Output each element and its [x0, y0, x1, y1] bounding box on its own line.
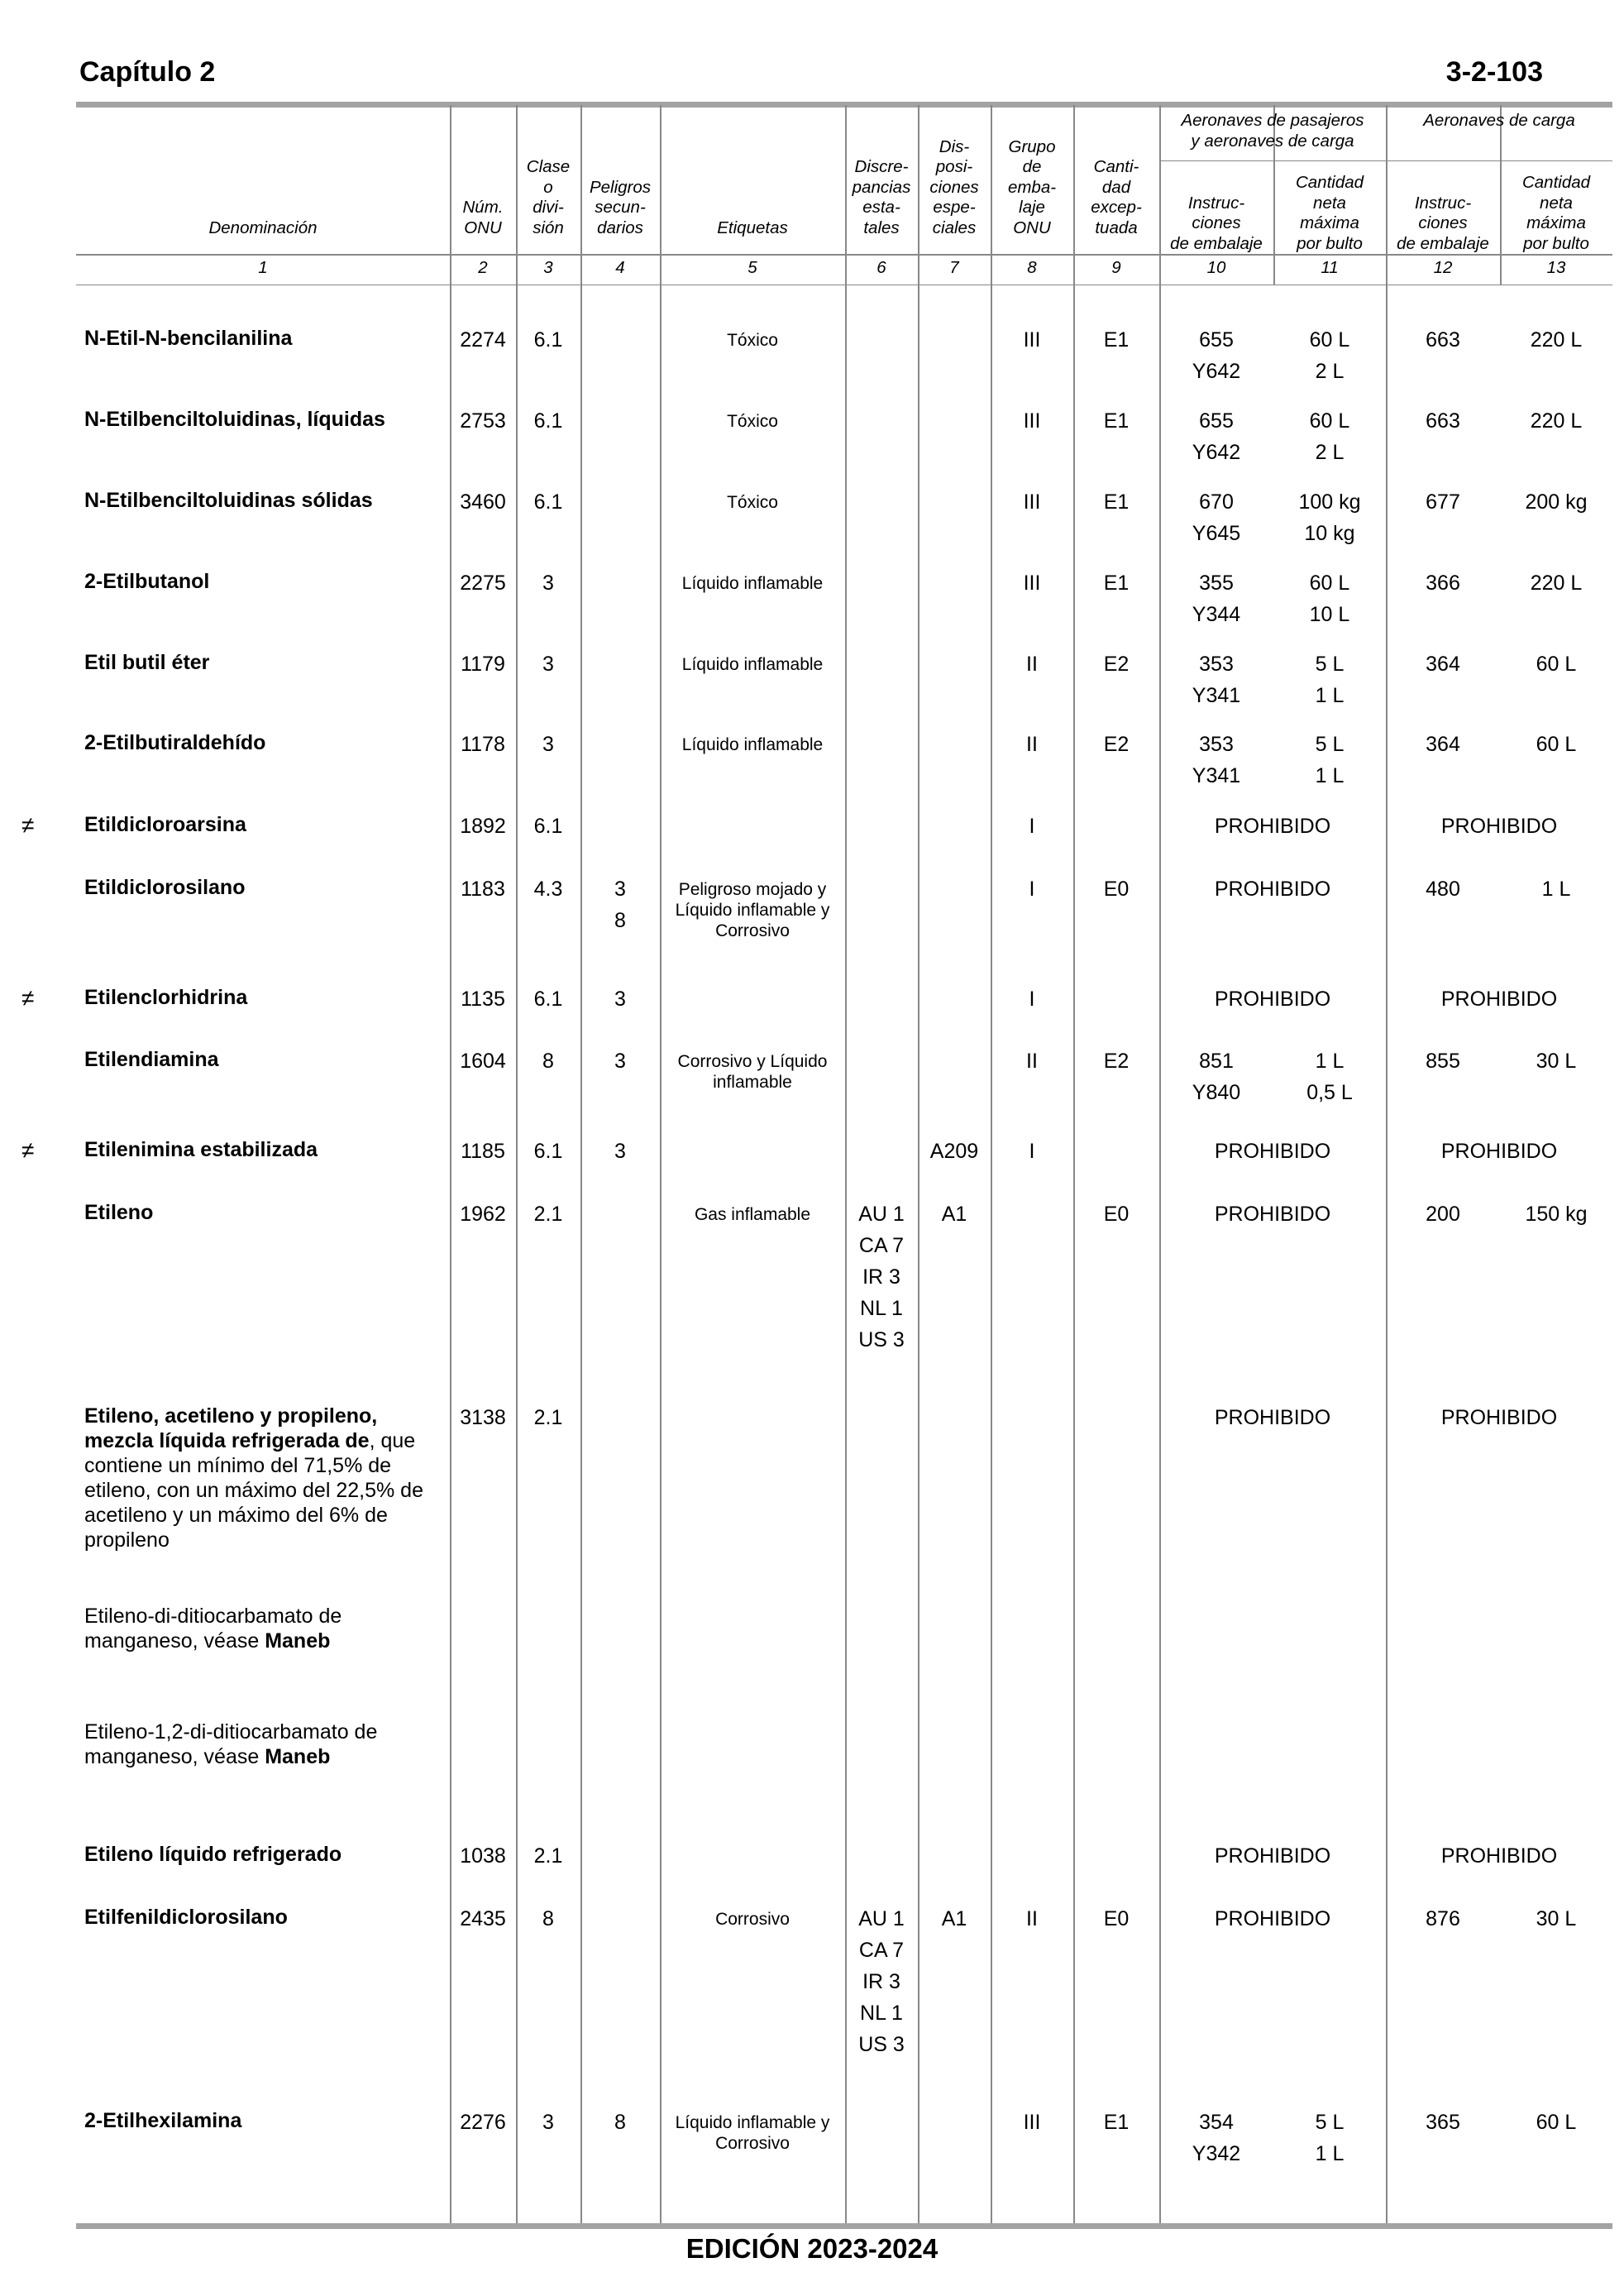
col-qty-pax: Cantidad neta máxima por bulto — [1295, 173, 1364, 253]
substance-name: 2-Etilbutiraldehído — [84, 731, 266, 754]
cargo-max-quantity: 30 L — [1536, 1050, 1577, 1073]
substance-name: Etildiclorosilano — [84, 876, 246, 899]
col-pasajeros: Aeronaves de pasajeros y aeronaves de carga — [1181, 111, 1364, 151]
state-variation: IR 3 — [862, 1265, 900, 1289]
cargo-packing-instruction: 200 — [1426, 1203, 1460, 1226]
column-number: 11 — [1321, 258, 1339, 277]
un-number: 3460 — [460, 490, 506, 514]
packing-group: III — [1023, 490, 1041, 514]
pax-packing-instruction: Y642 — [1192, 360, 1241, 383]
cargo-max-quantity: 60 L — [1536, 2111, 1577, 2134]
state-variation: US 3 — [858, 2033, 905, 2056]
cargo-max-quantity: 60 L — [1536, 653, 1577, 676]
packing-group: II — [1026, 1907, 1038, 1930]
un-number: 2276 — [460, 2111, 506, 2134]
excepted-quantity: E2 — [1103, 733, 1130, 756]
header-rule — [76, 254, 1612, 256]
cargo-max-quantity: 150 kg — [1525, 1203, 1588, 1226]
substance-name: 2-Etilhexilamina — [84, 2109, 242, 2132]
hazard-label: Corrosivo y Líquido inflamable — [677, 1052, 828, 1092]
pax-max-quantity: 60 L — [1309, 572, 1350, 595]
pax-forbidden: PROHIBIDO — [1214, 815, 1331, 838]
cargo-max-quantity: 30 L — [1536, 1907, 1577, 1930]
column-number: 8 — [1027, 258, 1037, 277]
subsidiary-hazard: 3 — [614, 988, 626, 1011]
column-number: 13 — [1546, 258, 1566, 277]
pax-packing-instruction: Y840 — [1192, 1081, 1241, 1104]
pax-packing-instruction: Y341 — [1192, 684, 1241, 707]
cargo-packing-instruction: 663 — [1426, 409, 1460, 433]
cargo-packing-instruction: 663 — [1426, 328, 1460, 352]
excepted-quantity: E2 — [1103, 653, 1130, 676]
pax-forbidden: PROHIBIDO — [1214, 1406, 1331, 1429]
excepted-quantity: E1 — [1103, 490, 1130, 514]
substance-name: Etileno, acetileno y propileno, mezcla líquida refrigerada de, que contiene un mínimo del 71,5% de etileno, con un máximo del 22,5% de acetileno y un máximo del 6% de propileno — [84, 1404, 423, 1552]
special-provision: A209 — [929, 1140, 979, 1163]
substance-name: N-Etilbenciltoluidinas, líquidas — [84, 408, 385, 431]
class-division: 4.3 — [533, 878, 563, 901]
class-division: 2.1 — [533, 1203, 563, 1226]
pax-max-quantity: 5 L — [1315, 653, 1345, 676]
pax-packing-instruction: Y342 — [1192, 2142, 1241, 2165]
pax-packing-instruction: Y344 — [1192, 603, 1241, 626]
packing-group: II — [1026, 653, 1038, 676]
un-number: 2435 — [460, 1907, 506, 1930]
substance-name: Etilenclorhidrina — [84, 986, 248, 1009]
pax-packing-instruction: 670 — [1199, 490, 1234, 514]
state-variation: NL 1 — [860, 1297, 903, 1320]
excepted-quantity: E0 — [1103, 1203, 1130, 1226]
hazard-label: Líquido inflamable y Corrosivo — [675, 2113, 830, 2153]
cargo-forbidden: PROHIBIDO — [1440, 815, 1558, 838]
col-carga: Aeronaves de carga — [1423, 110, 1575, 130]
un-number: 2274 — [460, 328, 506, 352]
packing-group: I — [1029, 815, 1035, 838]
un-number: 1183 — [461, 878, 505, 901]
substance-name: Etilenimina estabilizada — [84, 1138, 318, 1161]
column-number: 3 — [543, 258, 553, 277]
state-variation: IR 3 — [862, 1970, 900, 1993]
state-variation: AU 1 — [858, 1203, 905, 1226]
class-division: 6.1 — [533, 490, 563, 514]
substance-name: Etileno — [84, 1201, 154, 1224]
packing-group: III — [1023, 572, 1041, 595]
excepted-quantity: E1 — [1103, 2111, 1130, 2134]
cargo-packing-instruction: 366 — [1426, 572, 1460, 595]
un-number: 3138 — [460, 1406, 506, 1429]
hazard-label: Gas inflamable — [694, 1205, 811, 1224]
pax-packing-instruction: 353 — [1199, 653, 1234, 676]
cargo-max-quantity: 60 L — [1536, 733, 1577, 756]
substance-name: Etildicloroarsina — [84, 813, 246, 836]
packing-group: II — [1026, 1050, 1038, 1073]
pax-max-quantity: 10 L — [1309, 603, 1350, 626]
class-division: 6.1 — [533, 409, 563, 433]
excepted-quantity: E1 — [1103, 409, 1130, 433]
pax-max-quantity: 60 L — [1309, 328, 1350, 352]
hazard-mark: ≠ — [21, 985, 35, 1011]
subsidiary-hazard: 3 — [614, 1140, 626, 1163]
pax-packing-instruction: Y341 — [1192, 764, 1241, 787]
substance-name: Etileno-di-ditiocarbamato de manganeso, véase Maneb — [84, 1605, 342, 1653]
col-num-onu: Núm. ONU — [462, 198, 504, 237]
col-cantidad: Canti- dad excep- tuada — [1091, 157, 1142, 237]
un-number: 1038 — [460, 1844, 506, 1868]
cargo-forbidden: PROHIBIDO — [1440, 1844, 1558, 1868]
class-division: 6.1 — [533, 1140, 563, 1163]
hazard-label: Líquido inflamable — [681, 655, 824, 674]
pax-packing-instruction: 851 — [1199, 1050, 1234, 1073]
un-number: 1179 — [461, 653, 505, 676]
col-disposiciones: Dis- posi- ciones espe- ciales — [929, 136, 979, 237]
subsidiary-hazard: 3 — [614, 878, 626, 901]
un-number: 1892 — [460, 815, 506, 838]
pax-forbidden: PROHIBIDO — [1214, 1844, 1331, 1868]
col-qty-carga: Cantidad neta máxima por bulto — [1521, 173, 1591, 253]
un-number: 2753 — [460, 409, 506, 433]
subsidiary-hazard: 8 — [614, 909, 626, 932]
column-number: 5 — [748, 258, 757, 277]
hazard-label: Tóxico — [727, 412, 778, 431]
subsidiary-hazard: 8 — [614, 2111, 626, 2134]
col-etiquetas: Etiquetas — [717, 218, 788, 237]
col-grupo: Grupo de emba- laje ONU — [1007, 136, 1057, 237]
substance-name: Etileno líquido refrigerado — [84, 1843, 342, 1866]
substance-name: Etil butil éter — [84, 651, 210, 674]
pax-packing-instruction: 355 — [1199, 572, 1234, 595]
excepted-quantity: E1 — [1103, 328, 1130, 352]
packing-group: III — [1023, 409, 1041, 433]
substance-name: N-Etilbenciltoluidinas sólidas — [84, 489, 373, 512]
cargo-max-quantity: 200 kg — [1525, 490, 1588, 514]
packing-group: II — [1026, 733, 1038, 756]
pax-packing-instruction: Y642 — [1192, 441, 1241, 464]
class-division: 6.1 — [533, 815, 563, 838]
subsidiary-hazard: 3 — [614, 1050, 626, 1073]
excepted-quantity: E2 — [1103, 1050, 1130, 1073]
packing-group: III — [1023, 2111, 1041, 2134]
pax-max-quantity: 60 L — [1309, 409, 1350, 433]
hazard-label: Líquido inflamable — [681, 735, 824, 754]
class-division: 3 — [542, 2111, 554, 2134]
pax-forbidden: PROHIBIDO — [1214, 878, 1331, 901]
col-instr-pax: Instruc- ciones de embalaje — [1170, 193, 1263, 253]
cargo-forbidden: PROHIBIDO — [1440, 1140, 1558, 1163]
hazard-label: Líquido inflamable — [681, 574, 824, 593]
un-number: 2275 — [460, 572, 506, 595]
un-number: 1135 — [461, 988, 505, 1011]
pax-forbidden: PROHIBIDO — [1214, 1907, 1331, 1930]
edition-footer: EDICIÓN 2023-2024 — [685, 2233, 939, 2264]
excepted-quantity: E1 — [1103, 572, 1130, 595]
substance-name: 2-Etilbutanol — [84, 570, 210, 593]
pax-max-quantity: 2 L — [1315, 441, 1345, 464]
column-number: 6 — [876, 258, 886, 277]
state-variation: US 3 — [858, 1328, 905, 1351]
special-provision: A1 — [941, 1203, 967, 1226]
col-peligros: Peligros secun- darios — [589, 177, 652, 237]
cargo-forbidden: PROHIBIDO — [1440, 1406, 1558, 1429]
cargo-packing-instruction: 364 — [1426, 733, 1460, 756]
pax-packing-instruction: 354 — [1199, 2111, 1234, 2134]
state-variation: AU 1 — [858, 1907, 905, 1930]
column-number: 2 — [478, 258, 488, 277]
pax-max-quantity: 1 L — [1315, 684, 1345, 707]
un-number: 1962 — [460, 1203, 506, 1226]
pax-forbidden: PROHIBIDO — [1214, 1203, 1331, 1226]
column-number: 10 — [1206, 258, 1226, 277]
cargo-max-quantity: 220 L — [1530, 572, 1583, 595]
packing-group: I — [1029, 988, 1035, 1011]
pax-packing-instruction: 655 — [1199, 328, 1234, 352]
substance-name: Etileno-1,2-di-ditiocarbamato de manganeso, véase Maneb — [84, 1720, 378, 1768]
state-variation: CA 7 — [858, 1939, 905, 1962]
class-division: 3 — [542, 572, 554, 595]
pax-packing-instruction: 353 — [1199, 733, 1234, 756]
class-division: 2.1 — [533, 1844, 563, 1868]
cargo-packing-instruction: 480 — [1426, 878, 1460, 901]
col-clase: Clase o divi- sión — [526, 157, 571, 237]
cargo-packing-instruction: 855 — [1426, 1050, 1460, 1073]
pax-forbidden: PROHIBIDO — [1214, 988, 1331, 1011]
class-division: 6.1 — [533, 988, 563, 1011]
column-number: 7 — [949, 258, 959, 277]
pax-max-quantity: 0,5 L — [1306, 1081, 1353, 1104]
packing-group: I — [1029, 878, 1035, 901]
un-number: 1178 — [461, 733, 505, 756]
class-division: 8 — [542, 1907, 554, 1930]
col-instr-carga: Instruc- ciones de embalaje — [1397, 193, 1489, 253]
un-number: 1604 — [460, 1050, 506, 1073]
cargo-packing-instruction: 677 — [1426, 490, 1460, 514]
class-division: 3 — [542, 653, 554, 676]
pax-max-quantity: 5 L — [1315, 733, 1345, 756]
class-division: 2.1 — [533, 1406, 563, 1429]
cargo-packing-instruction: 876 — [1426, 1907, 1460, 1930]
class-division: 3 — [542, 733, 554, 756]
pax-max-quantity: 1 L — [1315, 764, 1345, 787]
substance-name: Etilfenildiclorosilano — [84, 1906, 288, 1929]
state-variation: NL 1 — [860, 2002, 903, 2025]
pax-max-quantity: 1 L — [1315, 1050, 1345, 1073]
pax-packing-instruction: Y645 — [1192, 522, 1241, 545]
column-number: 1 — [258, 258, 268, 277]
special-provision: A1 — [941, 1907, 967, 1930]
packing-group: III — [1023, 328, 1041, 352]
cargo-forbidden: PROHIBIDO — [1440, 988, 1558, 1011]
col-discrepancias: Discre- pancias esta- tales — [852, 157, 911, 237]
un-number: 1185 — [461, 1140, 505, 1163]
column-number: 9 — [1111, 258, 1121, 277]
pax-max-quantity: 10 kg — [1304, 522, 1355, 545]
pax-max-quantity: 100 kg — [1298, 490, 1361, 514]
pax-packing-instruction: 655 — [1199, 409, 1234, 433]
column-number: 4 — [615, 258, 625, 277]
hazard-label: Corrosivo — [715, 1910, 790, 1929]
excepted-quantity: E0 — [1103, 878, 1130, 901]
hazard-mark: ≠ — [21, 812, 35, 838]
chapter-title: Capítulo 2 — [79, 56, 216, 88]
hazard-label: Tóxico — [727, 331, 778, 350]
hazard-label: Tóxico — [727, 493, 778, 512]
pax-max-quantity: 2 L — [1315, 360, 1345, 383]
class-division: 6.1 — [533, 328, 563, 352]
pax-max-quantity: 1 L — [1315, 2142, 1345, 2165]
hazard-mark: ≠ — [21, 1137, 35, 1163]
cargo-packing-instruction: 364 — [1426, 653, 1460, 676]
pax-max-quantity: 5 L — [1315, 2111, 1345, 2134]
col-denominacion: Denominación — [208, 218, 318, 237]
class-division: 8 — [542, 1050, 554, 1073]
page-number: 3-2-103 — [1445, 56, 1543, 88]
cargo-max-quantity: 1 L — [1541, 878, 1571, 901]
substance-name: N-Etil-N-bencilanilina — [84, 327, 293, 350]
excepted-quantity: E0 — [1103, 1907, 1130, 1930]
cargo-max-quantity: 220 L — [1530, 328, 1583, 352]
column-number: 12 — [1433, 258, 1453, 277]
substance-name: Etilendiamina — [84, 1048, 219, 1071]
cargo-packing-instruction: 365 — [1426, 2111, 1460, 2134]
cargo-max-quantity: 220 L — [1530, 409, 1583, 433]
state-variation: CA 7 — [858, 1234, 905, 1257]
packing-group: I — [1029, 1140, 1035, 1163]
pax-forbidden: PROHIBIDO — [1214, 1140, 1331, 1163]
hazard-label: Peligroso mojado y Líquido inflamable y Corrosivo — [675, 880, 830, 940]
